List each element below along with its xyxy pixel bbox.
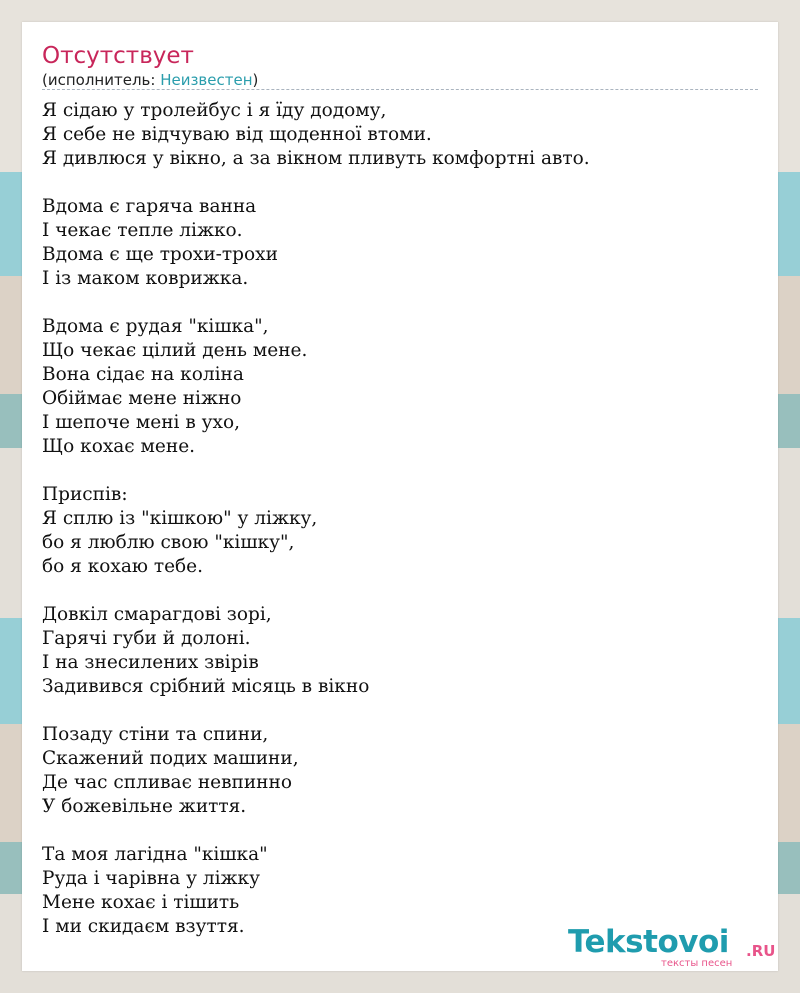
performer-prefix: (исполнитель: [42, 71, 161, 89]
lyrics-text: Я сідаю у тролейбус і я їду додому, Я себе не відчуваю від щоденної втоми. Я дивлюся у вікно, а за вікном пливуть комфортні авто. Вдома є гаряча ванна І чекає тепле ліжко. Вдома є ще трохи-трохи І із маком коврижка. Вдома є рудая "кішка", Що чекає цілий день мене. Вона сідає на коліна Обіймає мене ніжно І шепоче мені в ухо, Що кохає мене. Приспів: Я сплю із "кішкою" у ліжку, бо я люблю свою "кішку", бо я кохаю тебе. Довкіл смарагдові зорі, Гарячі губи й долоні. І на знесилених звірів Задивився срібний місяць в вікно Позаду стіни та спини, Скажений подих машини, Де час спливає невпинно У божевільне життя. Та моя лагідна "кішка" Руда і чарівна у ліжку Мене кохає і тішить І ми скидаєм взуття. [42, 100, 590, 937]
site-logo[interactable] [568, 922, 778, 972]
logo-tagline: тексты песен [661, 958, 733, 969]
lyrics-card [22, 22, 778, 971]
performer-line [42, 70, 258, 90]
title-divider [42, 89, 758, 90]
performer-link[interactable]: Неизвестен [160, 71, 253, 89]
performer-suffix: ) [252, 71, 259, 89]
logo-tld: .RU [746, 942, 776, 960]
song-title: Отсутствует [42, 43, 194, 69]
logo-name: Tekstovoi [568, 924, 729, 960]
